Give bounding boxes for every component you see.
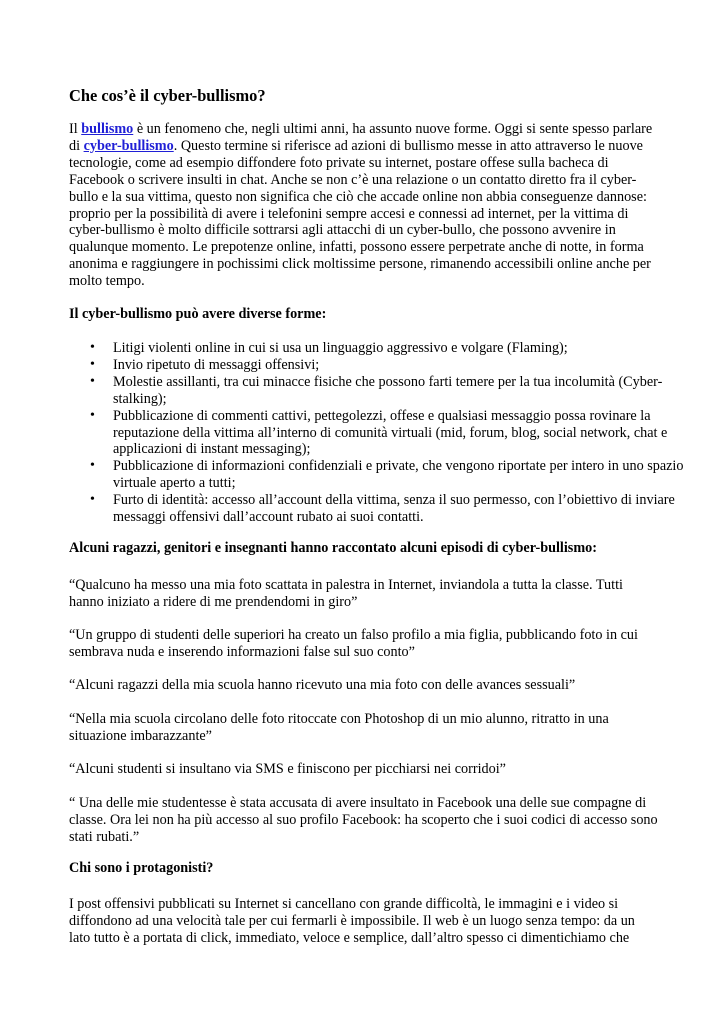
list-item-text: Litigi violenti online in cui si usa un linguaggio aggressivo e volgare (Flaming);	[113, 340, 568, 356]
quote-paragraph: “ Una delle mie studentesse è stata accusata di avere insultato in Facebook una delle sue compagne di classe. Ora lei non ha più accesso al suo profilo Facebook: ha scoperto che i suoi codici di accesso sono stati rubati.”	[69, 795, 658, 845]
page-title: Che cos’è il cyber-bullismo?	[69, 86, 266, 105]
list-item	[90, 492, 703, 526]
list-item-text: Pubblicazione di commenti cattivi, pettegolezzi, offese e qualsiasi messaggio possa rovinare la reputazione della vittima all’interno di comunità virtuali (mid, forum, blog, social network, chat e applicazioni di instant messaging);	[113, 407, 668, 458]
forms-heading: Il cyber-bullismo può avere diverse forme:	[69, 306, 327, 322]
bullet-icon: •	[90, 356, 95, 372]
list-item	[90, 458, 703, 492]
quote-paragraph: “Qualcuno ha messo una mia foto scattata in palestra in Internet, inviandola a tutta la classe. Tutti hanno iniziato a ridere di me prendendomi in giro”	[69, 577, 623, 610]
list-item-text: Pubblicazione di informazioni confidenziali e private, che vengono riportate per intero in uno spazio virtuale aperto a tutti;	[113, 458, 684, 492]
list-item	[90, 356, 703, 374]
bullet-icon: •	[90, 407, 95, 423]
cyber-bullismo-link[interactable]: cyber-bullismo	[83, 137, 174, 154]
bullismo-link[interactable]: bullismo	[81, 121, 134, 137]
bullet-icon: •	[90, 458, 95, 474]
quote-paragraph: “Alcuni ragazzi della mia scuola hanno ricevuto una mia foto con delle avances sessuali”	[69, 677, 576, 693]
intro-text-3: . Questo termine si riferisce ad azioni di bullismo messe in atto attraverso le nuove tecnologie, come ad esempio diffondere foto private su internet, postare offese sulla bacheca di Facebook o scrivere insulti in chat. Anche se non c’è una relazione o un contatto diretto fra il cyber-bullo e la sua vittima, questo non significa che ciò che accade online non abbia conseguenze dannose: proprio per la possibilità di avere i telefonini sempre accesi e connessi ad internet, per la vittima di cyber-bullismo è molto difficile sottrarsi agli attacchi di un cyber-bullo, che possono avvenire in qualunque momento. Le prepotenze online, infatti, possono essere perpetrate anche di notte, in forma anonima e raggiungere in pochissimi click moltissime persone, rimanendo accessibili online anche per molto tempo.	[69, 137, 651, 290]
list-item-text: Molestie assillanti, tra cui minacce fisiche che possono farti temere per la tua incolumità (Cyber-stalking);	[113, 373, 663, 407]
outro-paragraph: I post offensivi pubblicati su Internet si cancellano con grande difficoltà, le immagini e i video si diffondono ad una velocità tale per cui fermarli è impossibile. Il web è un luogo senza tempo: da un lato tutto è a portata di click, immediato, veloce e semplice, dall’altro spesso ci dimentichiamo che	[69, 896, 635, 946]
list-item-text: Furto di identità: accesso all’account della vittima, senza il suo permesso, con l’obiettivo di inviare messaggi offensivi dall’account rubato ai suoi contatti.	[113, 492, 675, 526]
episodes-heading: Alcuni ragazzi, genitori e insegnanti hanno raccontato alcuni episodi di cyber-bullismo:	[69, 540, 597, 556]
bullet-icon: •	[90, 492, 95, 508]
list-item-text: Invio ripetuto di messaggi offensivi;	[113, 356, 320, 373]
bullet-icon: •	[90, 373, 95, 389]
quote-paragraph: “Alcuni studenti si insultano via SMS e finiscono per picchiarsi nei corridoi”	[69, 761, 506, 777]
intro-paragraph	[69, 121, 659, 290]
list-item	[90, 340, 703, 357]
actors-heading: Chi sono i protagonisti?	[69, 860, 214, 876]
intro-text-2: è un fenomeno che, negli ultimi anni, ha assunto nuove forme. Oggi si sente spesso parlare di	[69, 121, 653, 154]
bullet-icon: •	[90, 340, 95, 355]
quote-paragraph: “Un gruppo di studenti delle superiori ha creato un falso profilo a mia figlia, pubblicando foto in cui sembrava nuda e inserendo informazioni false sul suo conto”	[69, 627, 638, 660]
intro-prefix: Il	[69, 121, 82, 137]
forms-list	[69, 340, 703, 526]
quote-paragraph: “Nella mia scuola circolano delle foto ritoccate con Photoshop di un mio alunno, ritratto in una situazione imbarazzante”	[69, 711, 609, 744]
list-item	[90, 407, 703, 459]
list-item	[90, 373, 703, 408]
